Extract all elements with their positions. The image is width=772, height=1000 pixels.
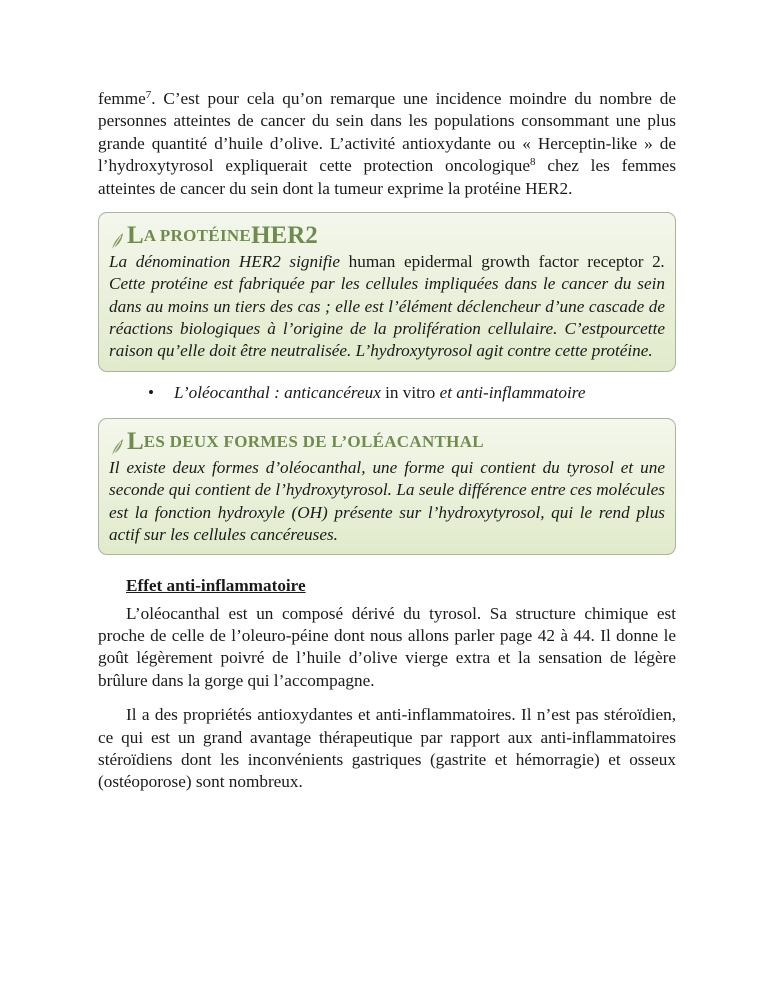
body-paragraph: Il a des propriétés antioxydantes et anti-inflammatoires. Il n’est pas stéroïdien, ce qui est un grand avantage thérapeutique par rapport aux anti-inflammatoires stéroïdiens dont les inconvénients gastriques (gastrite et hémorragie) et osseux (ostéoporose) sont nombreux.	[98, 705, 676, 792]
info-box-text: Il existe deux formes d’oléocanthal, une forme qui contient du tyrosol et une seconde qui contient de l’hydroxytyrosol. La seule différence entre ces molécules est la fonction hydroxyle (OH) présente sur l’hydroxytyrosol, qui le rend plus actif sur les cellules cancéreuses.	[109, 457, 665, 544]
section-heading: Effet anti-inflammatoire	[126, 576, 306, 596]
footnote-ref[interactable]: 7	[145, 89, 152, 101]
body-paragraph: L’oléocanthal est un composé dérivé du tyrosol. Sa structure chimique est proche de celle de l’oleuro-péine dont nous allons parler page 42 à 44. Il donne le goût légèrement poivré de l’huile d’olive vierge extra et la sensation de légère brûlure dans la gorge qui l’accompagne.	[98, 603, 676, 690]
info-box-text: La dénomination HER2 signifie human epidermal growth factor receptor 2. Cette protéine est fabriquée par les cellules impliquées dans le cancer du sein dans au moins un tiers des cas ; elle est l’élément déclencheur d’une cascade de réactions biologiques à l’origine de la prolifération cellulaire. C’estpourcette raison qu’elle doit être neutralisée. L’hydroxytyrosol agit contre cette protéine.	[109, 252, 665, 361]
info-box-oleocanthal	[98, 418, 676, 555]
info-box-title: L A PROTÉINE HER2	[109, 219, 665, 251]
intro-text: . C’est pour cela qu’on remarque une incidence moindre du nombre de personnes atteintes de cancer du sein dans les populations consommant une plus grande quantité d’huile d’olive. L’activité antioxydante ou « Herceptin-like » de l’hydroxytyrosol expliquerait cette protection oncologique	[98, 89, 676, 176]
intro-paragraph	[98, 88, 676, 200]
leaf-icon	[109, 231, 125, 251]
section-anti-inflammatory	[98, 575, 676, 794]
page-content	[98, 88, 676, 794]
footnote-ref[interactable]: 8	[530, 156, 536, 169]
intro-text: femme	[98, 89, 146, 108]
info-box-her2	[98, 212, 676, 371]
intro-text: chez les femmes atteintes de cancer du sein dont la tumeur exprime la protéine HER2.	[98, 156, 677, 198]
list-item: • L’oléocanthal : anticancéreux in vitro et anti-inflammatoire	[148, 382, 608, 404]
info-box-title: L ES DEUX FORMES DE L’OLÉACANTHAL	[109, 425, 665, 457]
bullet-icon: •	[148, 382, 155, 402]
leaf-icon	[109, 437, 125, 457]
